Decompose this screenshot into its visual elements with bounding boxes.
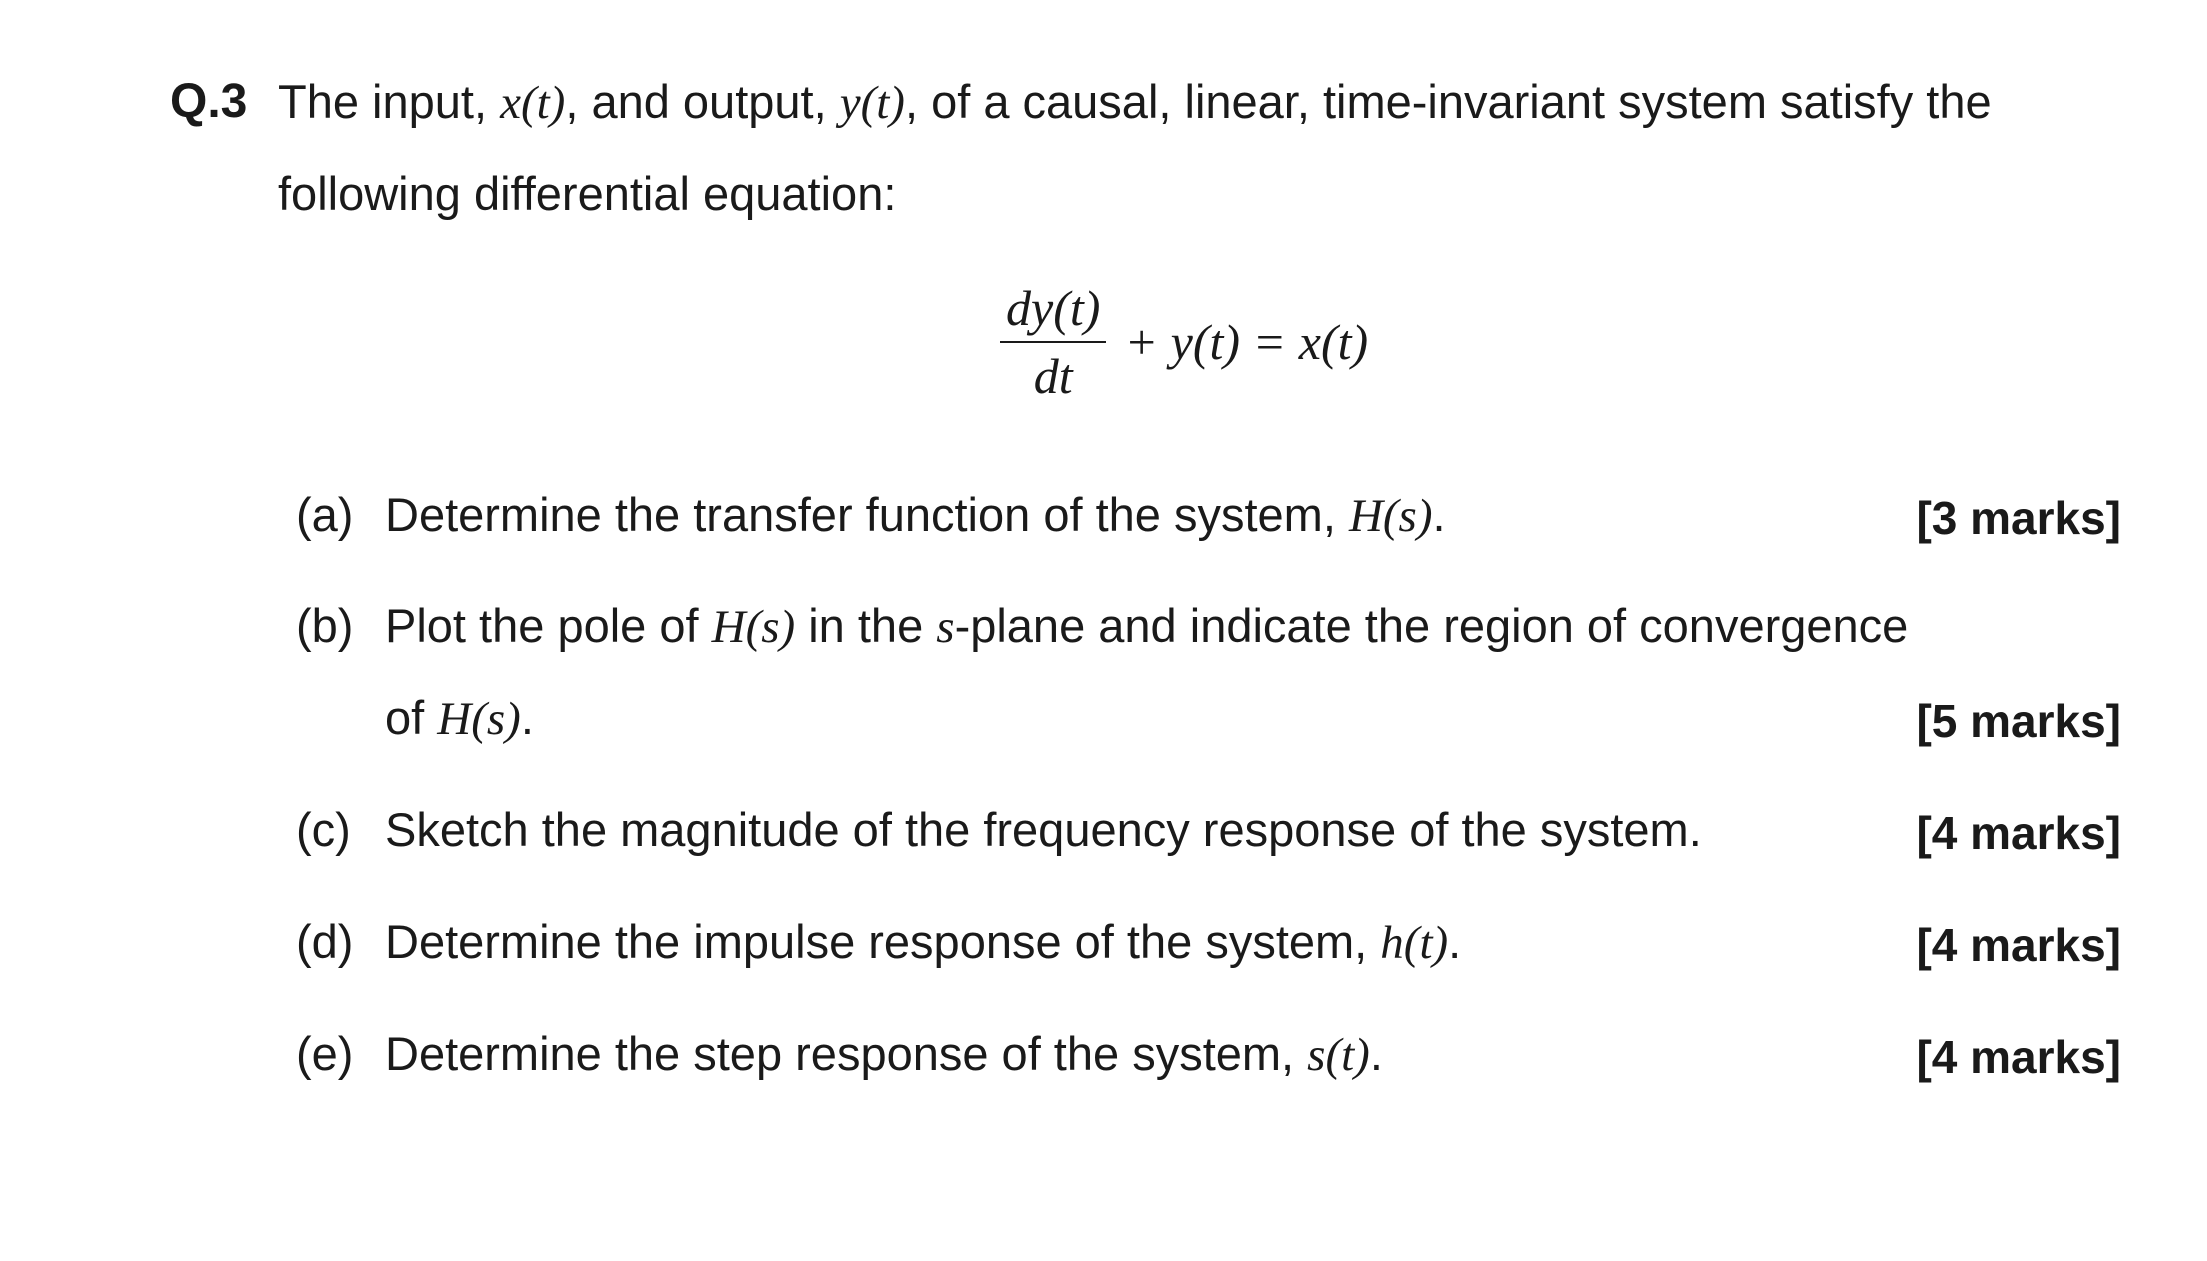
part-b-marks: [5 marks] — [1916, 695, 2121, 747]
input-signal-symbol: x(t) — [500, 77, 566, 129]
part-e-text: Determine the step response of the system, s(t). — [385, 1027, 1383, 1081]
part-e-marks: [4 marks] — [1916, 1031, 2121, 1083]
part-a-marks: [3 marks] — [1916, 492, 2121, 544]
part-d-text: Determine the impulse response of the system, h(t). — [385, 915, 1462, 969]
part-c-label: (c) — [296, 803, 351, 856]
part-a-text: Determine the transfer function of the system, H(s). — [385, 488, 1446, 542]
part-a-label: (a) — [296, 488, 354, 541]
part-c-marks: [4 marks] — [1916, 807, 2121, 859]
question-stem-line-1: The input, x(t), and output, y(t), of a causal, linear, time-invariant system satisfy the — [278, 75, 1992, 129]
equation-remainder: + y(t) = x(t) — [1124, 314, 1369, 370]
part-d-marks: [4 marks] — [1916, 919, 2121, 971]
question-stem-line-2: following differential equation: — [278, 167, 897, 220]
fraction-numerator: dy(t) — [1006, 280, 1101, 336]
part-c-text: Sketch the magnitude of the frequency response of the system. — [385, 803, 1702, 856]
part-d-label: (d) — [296, 915, 354, 968]
output-signal-symbol: y(t) — [839, 77, 905, 129]
differential-equation — [1000, 272, 1368, 412]
question-number: Q.3 — [170, 75, 248, 128]
part-b-text-line-2: of H(s). — [385, 691, 534, 745]
derivative-fraction — [1000, 279, 1106, 405]
fraction-denominator: dt — [1033, 348, 1073, 404]
part-b-label: (b) — [296, 599, 354, 652]
part-b-text-line-1: Plot the pole of H(s) in the s-plane and indicate the region of convergence — [385, 599, 1909, 653]
part-e-label: (e) — [296, 1027, 354, 1080]
